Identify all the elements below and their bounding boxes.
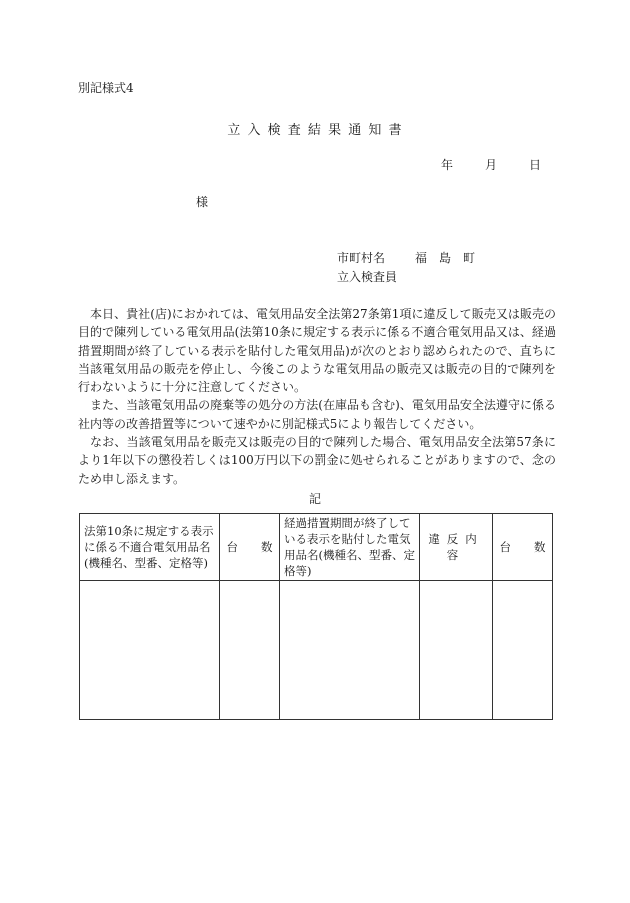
cell-quantity-2[interactable] (493, 581, 553, 720)
inspector-label: 立入検査員 (337, 270, 398, 284)
ki-heading: 記 (308, 492, 321, 506)
violation-table (79, 513, 553, 720)
cell-quantity-1[interactable] (220, 581, 280, 720)
date-line (441, 156, 541, 173)
header-nonconforming-product: 法第10条に規定する表示に係る不適合電気用品名(機種名、型番、定格等) (80, 514, 220, 581)
body-paragraph-1: 本日、貴社(店)におかれては、電気用品安全法第27条第1項に違反して販売又は販売の目的で陳列している電気用品(法第10条に規定する表示に係る不適合電気用品又は、経過措置期間が終了している表示を貼付した電気用品)が次のとおり認められたので、直ちに当該電気用品の販売を停止し、今後このような電気用品の販売又は販売の目的で陳列を行わないように十分に注意してください。 (78, 307, 556, 395)
cell-expired-mark-product[interactable] (280, 581, 420, 720)
municipality-label: 市町村名 (337, 251, 386, 265)
form-number: 別記様式4 (78, 81, 134, 95)
table-row (80, 581, 553, 720)
date-day-label: 日 (529, 158, 542, 172)
cell-nonconforming-product[interactable] (80, 581, 220, 720)
header-expired-mark-product: 経過措置期間が終了している表示を貼付した電気用品名(機種名、型番、定格等) (280, 514, 420, 581)
table-header-row (80, 514, 553, 581)
issuer-block (337, 249, 475, 287)
notice-body (78, 305, 556, 488)
cell-violation-content[interactable] (420, 581, 493, 720)
addressee-suffix: 様 (196, 195, 209, 209)
document-title: 立入検査結果通知書 (227, 123, 409, 138)
body-paragraph-2: また、当該電気用品の廃棄等の処分の方法(在庫品も含む)、電気用品安全法遵守に係る社内等の改善措置等について速やかに別記様式5により報告してください。 (78, 398, 556, 431)
municipality-value: 福 島 町 (415, 251, 476, 265)
header-violation-content: 違反内容 (420, 514, 493, 581)
header-quantity-1: 台 数 (220, 514, 280, 581)
body-paragraph-3: なお、当該電気用品を販売又は販売の目的で陳列した場合、電気用品安全法第57条により1年以下の懲役若しくは100万円以下の罰金に処せられることがありますので、念のため申し添えます。 (78, 435, 556, 486)
header-quantity-2: 台 数 (493, 514, 553, 581)
date-year-label: 年 (441, 158, 454, 172)
date-month-label: 月 (485, 158, 498, 172)
